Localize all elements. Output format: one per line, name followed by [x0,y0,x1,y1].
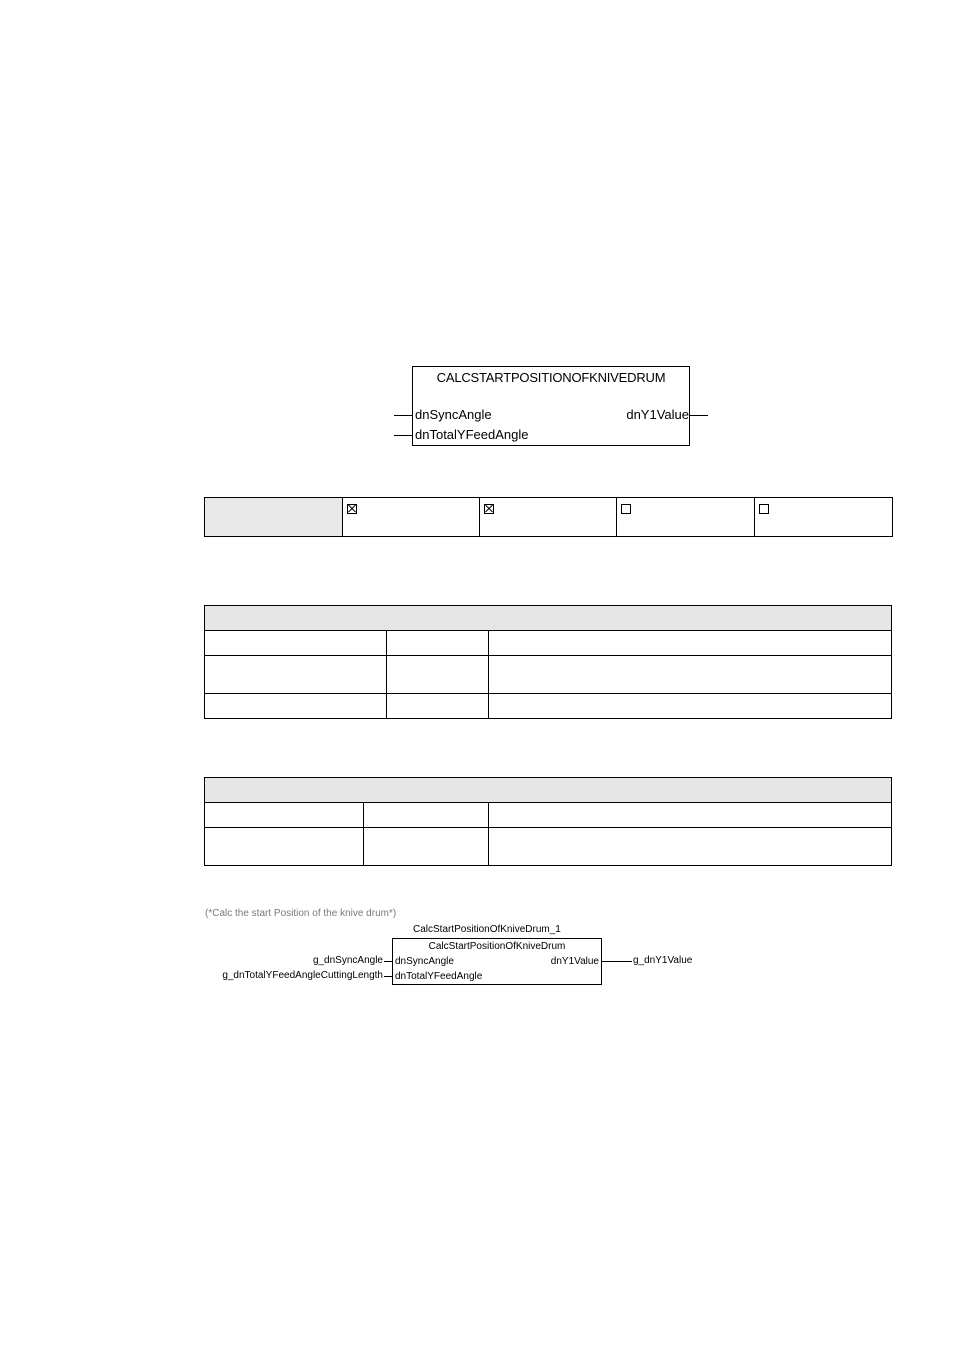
example-output-wire [602,961,632,962]
table-cell [205,631,387,656]
example-instance-name: CalcStartPositionOfKniveDrum_1 [413,924,561,935]
example-input-wire [384,976,392,977]
table-cell [387,656,489,694]
example-input-variable: g_dnTotalYFeedAngleCuttingLength [222,970,383,981]
example-block-output: dnY1Value [550,956,599,967]
unchecked-checkbox-icon [759,504,769,514]
table-cell [387,631,489,656]
fb-output-dny1value: dnY1Value [626,407,689,422]
inputs-table [204,605,892,719]
table-cell [387,694,489,719]
table-cell [489,694,892,719]
example-block-input: dnTotalYFeedAngle [395,971,483,982]
example-block-input: dnSyncAngle [395,956,454,967]
fb-input-dntotalyfeedangle: dnTotalYFeedAngle [415,427,529,442]
inputs-table-header [205,606,892,631]
fb-output-wire [690,415,708,416]
system-cell-1 [343,498,480,537]
system-label-cell [205,498,343,537]
system-cell-4 [755,498,893,537]
outputs-table [204,777,892,866]
table-cell [489,656,892,694]
table-cell [489,803,892,828]
table-cell [205,803,364,828]
fb-input-wire [394,415,412,416]
table-cell [489,828,892,866]
table-cell [364,828,489,866]
system-cell-2 [480,498,617,537]
checked-checkbox-icon [484,504,494,514]
function-block-title: CALCSTARTPOSITIONOFKNIVEDRUM [436,370,666,385]
fb-input-wire [394,435,412,436]
example-block [392,938,602,985]
example-input-wire [384,961,392,962]
table-cell [205,656,387,694]
function-block-symbol [412,366,690,446]
fb-input-dnsyncangle: dnSyncAngle [415,407,492,422]
system-cell-3 [617,498,755,537]
example-output-variable: g_dnY1Value [633,955,693,966]
checked-checkbox-icon [347,504,357,514]
example-block-title: CalcStartPositionOfKniveDrum [428,941,566,952]
example-input-variable: g_dnSyncAngle [312,955,383,966]
outputs-table-header [205,778,892,803]
example-comment: (*Calc the start Position of the knive drum*) [205,908,397,919]
table-cell [205,828,364,866]
system-support-table [204,497,893,537]
table-cell [205,694,387,719]
table-cell [489,631,892,656]
table-cell [364,803,489,828]
unchecked-checkbox-icon [621,504,631,514]
